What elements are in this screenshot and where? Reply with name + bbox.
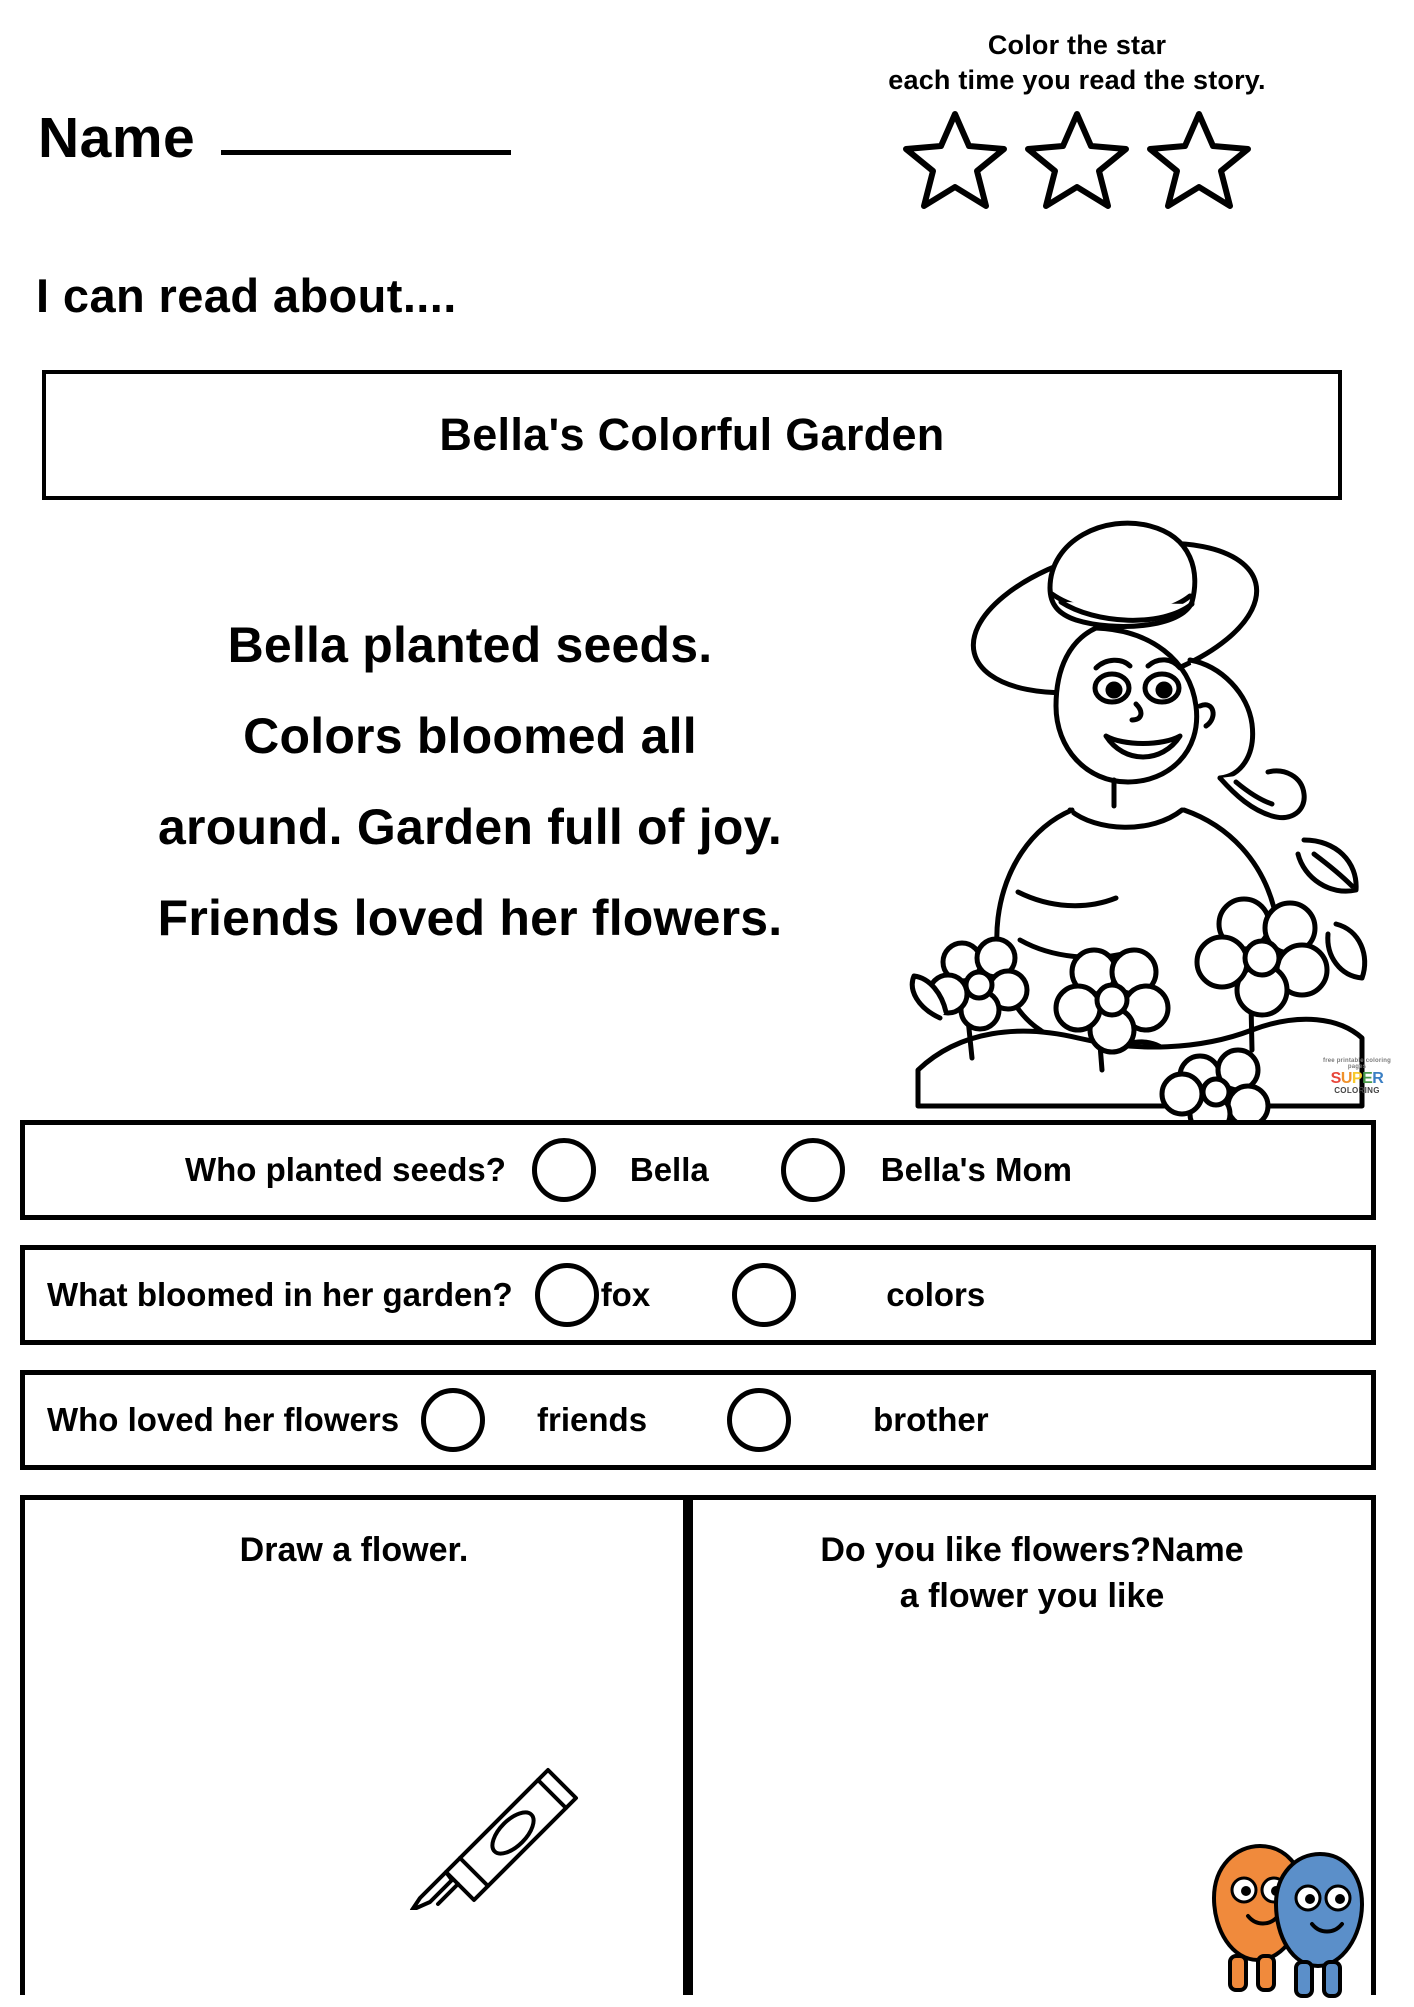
answer-bubble-a[interactable]	[532, 1138, 596, 1202]
watermark-letter: U	[1340, 1069, 1352, 1087]
story-title: Bella's Colorful Garden	[439, 409, 945, 460]
story-text	[30, 600, 910, 964]
watermark-letter: P	[1351, 1069, 1363, 1087]
question-prompt: Who loved her flowers	[47, 1401, 400, 1438]
stars-row	[862, 108, 1292, 212]
writing-prompt	[693, 1528, 1371, 1620]
name-label: Name	[38, 106, 196, 170]
super-coloring-watermark	[1322, 1058, 1392, 1096]
draw-a-flower-box[interactable]	[20, 1495, 688, 1995]
answer-bubble-b[interactable]	[781, 1138, 845, 1202]
watermark-top-line: free printable coloring pages	[1323, 1058, 1391, 1071]
blue-mascot	[1276, 1854, 1362, 1996]
question-row	[20, 1245, 1376, 1345]
answer-label-b: colors	[886, 1276, 986, 1313]
watermark-letters	[1322, 1071, 1392, 1088]
story-line-1: Bella planted seeds.	[227, 617, 713, 673]
question-prompt: Who planted seeds?	[185, 1151, 506, 1188]
star-caption	[862, 28, 1292, 98]
watermark-letter: R	[1372, 1069, 1384, 1087]
mascot-characters	[1196, 1832, 1366, 2002]
answer-bubble-b[interactable]	[732, 1263, 796, 1327]
answer-label-b: brother	[873, 1401, 989, 1438]
name-row	[38, 106, 511, 170]
answer-label-a: friends	[537, 1401, 648, 1438]
draw-prompt: Draw a flower.	[239, 1531, 469, 1569]
writing-prompt-line-1: Do you like flowers?Name	[820, 1531, 1244, 1569]
watermark-sub-line: COLORING	[1334, 1086, 1380, 1096]
writing-prompt-line-2: a flower you like	[899, 1576, 1165, 1615]
star-caption-line-2: each time you read the story.	[888, 65, 1266, 96]
story-line-2: Colors bloomed all	[243, 708, 697, 764]
star-tracker	[862, 28, 1292, 212]
star-icon[interactable]	[901, 108, 1009, 212]
watermark-letter: E	[1362, 1069, 1373, 1087]
star-icon[interactable]	[1023, 108, 1131, 212]
answer-label-a: fox	[600, 1276, 651, 1313]
crayon-icon	[400, 1760, 590, 1910]
watermark-letter: S	[1330, 1069, 1341, 1087]
answer-bubble-a[interactable]	[535, 1263, 599, 1327]
story-line-3: around. Garden full of joy.	[158, 799, 782, 855]
question-row	[20, 1370, 1376, 1470]
question-prompt: What bloomed in her garden?	[47, 1276, 513, 1313]
star-icon[interactable]	[1145, 108, 1253, 212]
story-title-box	[42, 370, 1342, 500]
story-line-4: Friends loved her flowers.	[157, 890, 783, 946]
answer-bubble-b[interactable]	[727, 1388, 791, 1452]
answer-label-a: Bella	[629, 1151, 709, 1188]
question-row	[20, 1120, 1376, 1220]
answer-label-b: Bella's Mom	[880, 1151, 1072, 1188]
girl-gardening-illustration	[900, 510, 1373, 1130]
answer-bubble-a[interactable]	[421, 1388, 485, 1452]
star-caption-line-1: Color the star	[987, 30, 1167, 60]
name-write-line[interactable]	[221, 150, 511, 155]
read-about-label: I can read about....	[36, 269, 457, 322]
